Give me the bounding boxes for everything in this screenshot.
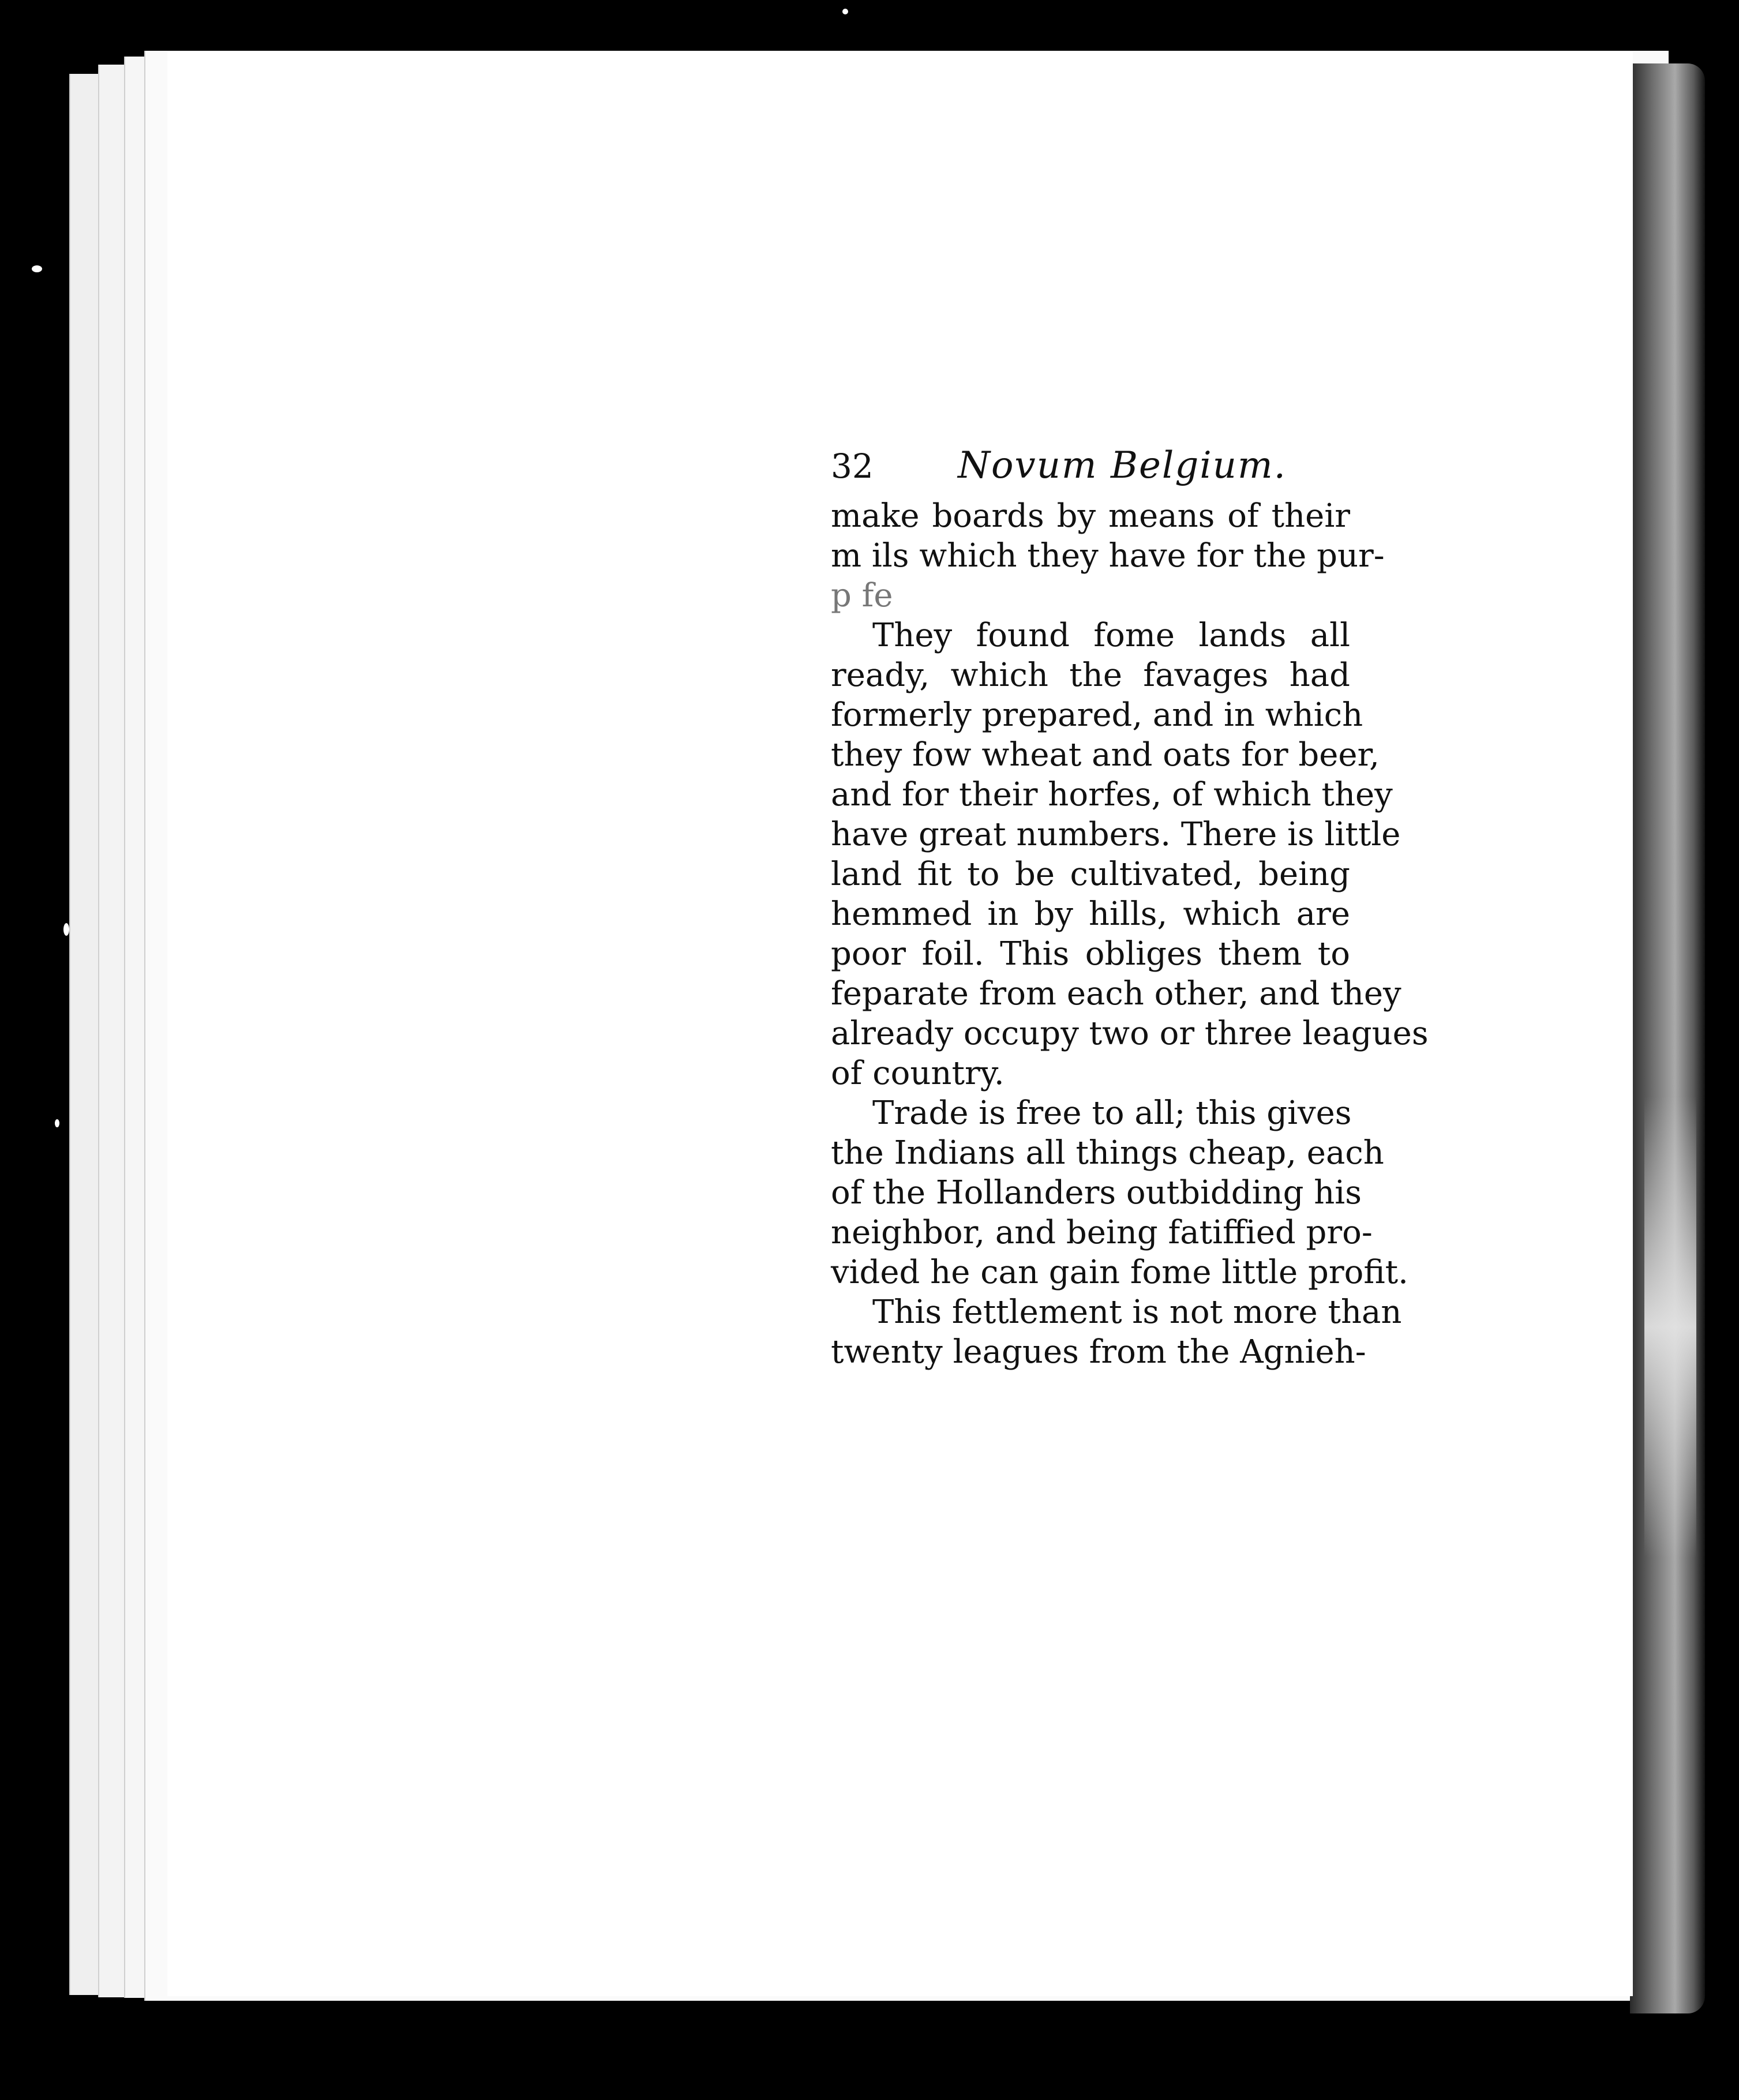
text-line: neighbor, and being fatiffied pro- <box>831 1214 1373 1251</box>
paragraph <box>831 1292 1402 1372</box>
scan-speck <box>55 1119 59 1127</box>
text-line: have great numbers. There is little <box>831 816 1401 853</box>
text-line: This fettlement is not more than <box>872 1293 1402 1331</box>
paragraph <box>831 616 1429 1093</box>
text-line: already occupy two or three leagues <box>831 1015 1429 1052</box>
text-line: hemmed in by hills, which are <box>831 895 1350 933</box>
paragraph <box>831 496 1385 616</box>
running-head <box>831 444 1350 496</box>
scan-speck <box>63 923 69 936</box>
paragraph <box>831 1093 1408 1292</box>
text-line: make boards by means of their <box>831 497 1350 535</box>
text-line: poor foil. This obliges them to <box>831 935 1350 973</box>
text-line: land fit to be cultivated, being <box>831 856 1350 893</box>
scan-speck <box>842 9 848 14</box>
page-text <box>831 444 1429 1372</box>
text-line: they fow wheat and oats for beer, <box>831 736 1380 774</box>
text-line: ready, which the favages had <box>831 657 1350 694</box>
text-line: the Indians all things cheap, each <box>831 1134 1384 1172</box>
text-line: of the Hollanders outbidding his <box>831 1174 1362 1212</box>
text-line: formerly prepared, and in which <box>831 696 1363 734</box>
text-line: Trade is free to all; this gives <box>872 1094 1352 1132</box>
running-head-title: Novum Belgium. <box>958 444 1287 487</box>
book-spine-shadow <box>1630 63 1705 2013</box>
text-line: They found fome lands all <box>872 617 1350 654</box>
text-line: p fe <box>831 577 893 614</box>
page-number: 32 <box>831 447 874 486</box>
text-line: twenty leagues from the Agnieh- <box>831 1333 1366 1371</box>
spine-highlight <box>1644 1096 1696 1558</box>
text-line: m ils which they have for the pur- <box>831 537 1385 575</box>
text-line: of country. <box>831 1055 1005 1092</box>
scan-speck <box>32 265 42 272</box>
text-line: vided he can gain fome little profit. <box>831 1254 1408 1291</box>
text-line: and for their horfes, of which they <box>831 776 1393 813</box>
text-line: feparate from each other, and they <box>831 975 1401 1012</box>
